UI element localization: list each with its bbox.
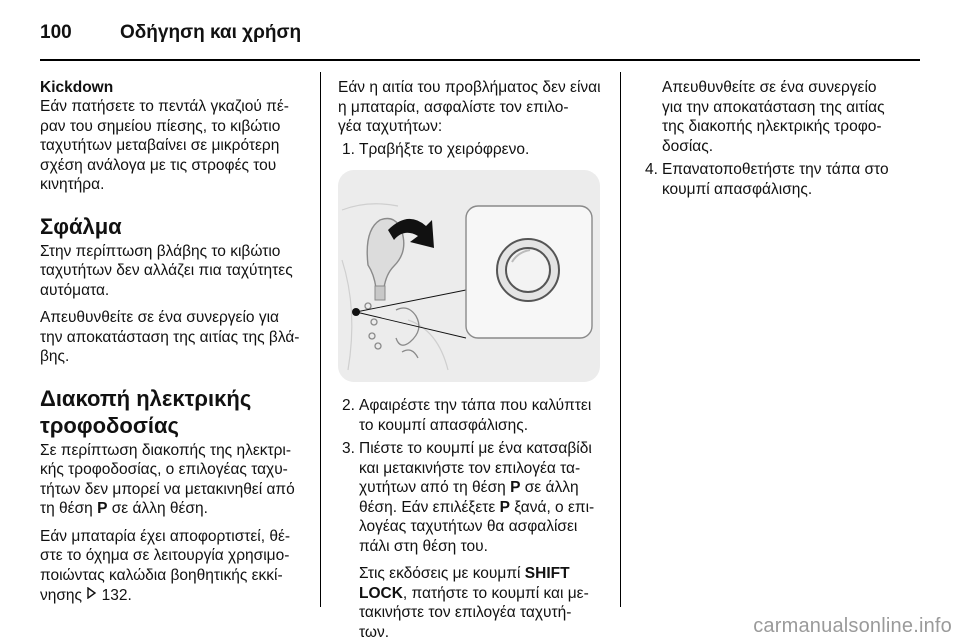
text-line: τακινήστε τον επιλογέα ταχυτή- [359,604,572,621]
text-run: σε άλλη [520,479,579,496]
fault-paragraph-2 [40,308,310,367]
text-line: κής τροφοδοσίας, ο επιλογέας ταχυ- [40,461,288,478]
gear-p-label: P [510,479,521,496]
text-line [359,478,610,498]
text-line: λογέας ταχυτήτων θα ασφαλίσει [359,518,578,535]
step-4 [641,160,916,199]
arrow-ref-icon[interactable] [86,585,97,605]
heading-line: τροφοδοσίας [40,412,179,438]
watermark-text: carmanualsonline.info [753,615,952,637]
gear-p-label: P [499,498,510,516]
text-line: Εάν η αιτία του προβλήματος δεν είναι [338,79,601,96]
text-run: θέση. Εάν επιλέξετε [359,498,500,516]
gear-selector-illustration [338,170,600,382]
step-3 [338,439,610,642]
text-line: για την αποκατάσταση της αιτίας [662,98,885,116]
text-line: κουμπί απασφάλισης. [662,180,813,198]
text-run: , πατήστε το κουμπί και με- [402,584,589,602]
text-line: Εάν πατήσετε το πεντάλ γκαζιού πέ- [40,98,289,115]
text-line: Αφαιρέστε την τάπα που καλύπτει [359,397,592,414]
text-line: πάλι στη θέση του. [359,537,488,555]
text-line: Εάν μπαταρία έχει αποφορτιστεί, θέ- [40,527,291,545]
text-run: τη θέση [40,500,98,517]
column-divider-2 [620,72,621,607]
text-line [359,584,610,604]
text-line: της διακοπής ηλεκτρικής τροφο- [662,118,882,135]
text-line: η μπαταρία, ασφαλίστε τον επιλο- [338,98,569,116]
column-2 [338,78,610,642]
power-paragraph-2 [40,527,310,606]
text-line: Απευθυνθείτε σε ένα συνεργείο [662,79,877,96]
gear-p-label: P [97,500,108,517]
header-rule [40,59,920,61]
column-1 [40,78,310,606]
text-line: των. [359,623,390,641]
unlock-button-icon [497,239,559,301]
kickdown-paragraph [40,97,310,195]
lock-label: LOCK [359,584,403,602]
text-line: ποιώντας καλώδια βοηθητικής εκκί- [40,566,283,584]
text-line: στε το όχημα σε λειτουργία χρησιμο- [40,547,290,564]
kickdown-heading: Kickdown [40,79,114,96]
text-line: ταχυτήτων μεταβαίνει σε μικρότερη [40,137,280,154]
gear-selector-svg [338,170,600,382]
step-number: 2. [342,397,355,414]
text-run: Στις εκδόσεις με κουμπί [359,565,525,582]
text-run: χυτήτων από τη θέση [359,479,511,496]
text-line: Επανατοποθετήστε την τάπα στο [662,161,889,178]
text-line: γέα ταχυτήτων: [338,118,443,135]
continued-paragraph [641,78,916,156]
text-line: σχέση ανάλογα με τις στροφές του [40,156,277,174]
text-line: Στην περίπτωση βλάβης το κιβώτιο [40,242,281,260]
text-run: νησης [40,587,87,604]
column-3 [641,78,916,199]
shift-label: SHIFT [524,565,570,582]
text-line [40,585,310,606]
text-run: ξανά, ο επι- [509,498,595,516]
text-line: Σε περίπτωση διακοπής της ηλεκτρι- [40,441,292,459]
step-number: 4. [645,161,658,178]
step-number: 1. [342,140,355,158]
text-line: ταχυτήτων δεν αλλάζει πια ταχύτητες [40,262,293,279]
page-number: 100 [40,22,72,43]
text-line: τήτων δεν μπορεί να μετακινηθεί από [40,480,295,498]
step-number: 3. [342,440,355,457]
text-line: Απευθυνθείτε σε ένα συνεργείο για [40,309,279,326]
fault-paragraph-1 [40,242,310,301]
text-line [359,564,610,584]
page-reference[interactable]: 132. [97,587,132,604]
heading-line: Διακοπή ηλεκτρικής [40,385,252,411]
step-1 [338,140,610,160]
text-line: ραν του σημείου πίεσης, το κιβώτιο [40,117,281,135]
text-line: το κουμπί απασφάλισης. [359,416,528,434]
text-line: την αποκατάσταση της αιτίας της βλά- [40,328,300,346]
text-run: σε άλλη θέση. [107,500,208,517]
text-line: και μετακινήστε τον επιλογέα τα- [359,459,581,477]
fault-heading: Σφάλμα [40,213,122,239]
text-line: Τραβήξτε το χειρόφρενο. [359,140,530,158]
text-line: Πιέστε το κουμπί με ένα κατσαβίδι [359,440,592,457]
shift-lock-note [359,564,610,642]
power-paragraph-1 [40,441,310,519]
page-title: Οδήγηση και χρήση [120,22,302,43]
text-line: βης. [40,348,70,365]
text-line [359,498,610,518]
text-line: κινητήρα. [40,176,105,193]
text-line: δοσίας. [662,137,713,155]
column-divider-1 [320,72,321,607]
text-line: αυτόματα. [40,281,110,299]
text-line [40,499,310,519]
step-2 [338,396,610,435]
power-heading [40,385,310,439]
intro-paragraph [338,78,610,137]
